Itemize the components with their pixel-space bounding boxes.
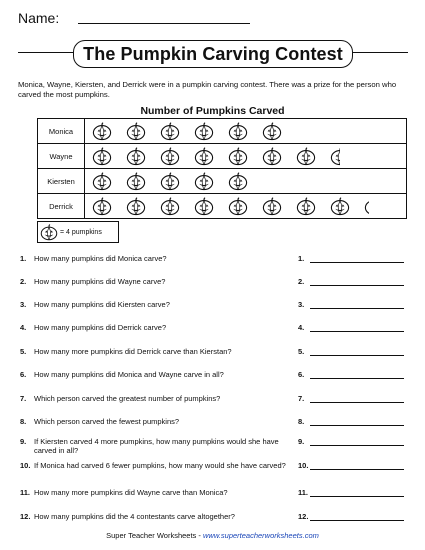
question-number: 9. (20, 437, 27, 446)
page-title: The Pumpkin Carving Contest (83, 43, 343, 64)
answer-number: 11. (298, 488, 309, 497)
question-text: How many pumpkins did Monica carve? (34, 254, 167, 263)
question-text: How many more pumpkins did Wayne carve than Monica? (34, 488, 228, 497)
pumpkin-icon (126, 121, 146, 141)
question-number: 7. (20, 394, 27, 403)
answer-field[interactable] (310, 425, 404, 426)
answer-field[interactable] (310, 331, 404, 332)
question-text: If Kiersten carved 4 more pumpkins, how many pumpkins would she have carved in all? (34, 437, 279, 455)
answer-field[interactable] (310, 496, 404, 497)
footer-brand: Super Teacher Worksheets - (106, 531, 203, 540)
key-text: = 4 pumpkins (60, 228, 102, 236)
pumpkin-icon (126, 171, 146, 191)
answer-number: 12. (298, 512, 309, 521)
pumpkin-icon (194, 146, 214, 166)
question-text: Which person carved the fewest pumpkins? (34, 417, 180, 426)
pumpkin-icon (126, 196, 146, 216)
pumpkin-icon (296, 196, 316, 216)
question-number: 10. (20, 461, 31, 470)
intro-text: Monica, Wayne, Kiersten, and Derrick were in a pumpkin carving contest. There was a prize for the person who carved the most pumpkins. (18, 80, 397, 99)
pumpkin-icon (296, 146, 316, 166)
pumpkin-icon (40, 223, 58, 241)
answer-field[interactable] (310, 285, 404, 286)
answer-field[interactable] (310, 445, 404, 446)
pumpkin-icon (262, 121, 282, 141)
pumpkin-icon (330, 196, 350, 216)
row-label: Monica (38, 119, 85, 144)
pictograph-row (38, 144, 407, 169)
answer-field[interactable] (310, 520, 404, 521)
partial-pumpkin-icon (330, 146, 340, 166)
pumpkin-icon (160, 196, 180, 216)
pumpkin-icon (92, 171, 112, 191)
question-text: Which person carved the greatest number of pumpkins? (34, 394, 221, 403)
pumpkin-icon (194, 196, 214, 216)
pictograph-row (38, 194, 407, 219)
question-number: 4. (20, 323, 27, 332)
answer-number: 5. (298, 347, 305, 356)
pumpkin-icon (228, 171, 248, 191)
question-number: 2. (20, 277, 27, 286)
pumpkin-icon (262, 146, 282, 166)
question-number: 5. (20, 347, 27, 356)
answer-number: 2. (298, 277, 305, 286)
name-label: Name: (18, 10, 60, 26)
name-row (18, 8, 418, 28)
pictograph-row (38, 119, 407, 144)
question-number: 12. (20, 512, 31, 521)
row-pumpkins (85, 144, 407, 169)
row-label: Wayne (38, 144, 85, 169)
question-number: 1. (20, 254, 27, 263)
name-field[interactable] (78, 23, 250, 24)
pumpkin-icon (194, 121, 214, 141)
question-number: 3. (20, 300, 27, 309)
pictograph-key (37, 221, 119, 243)
answer-number: 1. (298, 254, 305, 263)
answer-number: 6. (298, 370, 305, 379)
pumpkin-icon (160, 146, 180, 166)
answer-field[interactable] (310, 402, 404, 403)
row-pumpkins (85, 169, 407, 194)
answer-field[interactable] (310, 308, 404, 309)
pumpkin-icon (92, 121, 112, 141)
pictograph-row (38, 169, 407, 194)
question-text: How many pumpkins did Derrick carve? (34, 323, 167, 332)
footer (0, 531, 425, 540)
question-text: If Monica had carved 6 fewer pumpkins, how many would she have carved? (34, 461, 286, 470)
answer-number: 9. (298, 437, 305, 446)
pumpkin-icon (92, 146, 112, 166)
question-number: 6. (20, 370, 27, 379)
row-pumpkins (85, 194, 407, 219)
pumpkin-icon (228, 146, 248, 166)
title-banner (73, 40, 353, 68)
pumpkin-icon (92, 196, 112, 216)
pumpkin-icon (160, 121, 180, 141)
question-number: 11. (20, 488, 31, 497)
answer-field[interactable] (310, 469, 404, 470)
question-text: How many pumpkins did Kiersten carve? (34, 300, 170, 309)
answer-number: 7. (298, 394, 305, 403)
answer-number: 8. (298, 417, 305, 426)
answer-field[interactable] (310, 262, 404, 263)
row-label: Derrick (38, 194, 85, 219)
question-text: How many pumpkins did Wayne carve? (34, 277, 166, 286)
pictograph-table (37, 118, 407, 219)
partial-pumpkin-icon (364, 196, 369, 216)
question-text: How many pumpkins did Monica and Wayne carve in all? (34, 370, 224, 379)
answer-field[interactable] (310, 378, 404, 379)
pumpkin-icon (228, 196, 248, 216)
question-number: 8. (20, 417, 27, 426)
pumpkin-icon (194, 171, 214, 191)
pumpkin-icon (262, 196, 282, 216)
pumpkin-icon (160, 171, 180, 191)
question-text: How many pumpkins did the 4 contestants carve altogether? (34, 512, 235, 521)
answer-number: 3. (298, 300, 305, 309)
answer-number: 10. (298, 461, 309, 470)
footer-link[interactable]: www.superteacherworksheets.com (202, 531, 319, 540)
pumpkin-icon (228, 121, 248, 141)
chart-title: Number of Pumpkins Carved (140, 105, 285, 117)
question-text: How many more pumpkins did Derrick carve than Kierstan? (34, 347, 232, 356)
answer-field[interactable] (310, 355, 404, 356)
answer-number: 4. (298, 323, 305, 332)
row-label: Kiersten (38, 169, 85, 194)
pumpkin-icon (126, 146, 146, 166)
row-pumpkins (85, 119, 407, 144)
